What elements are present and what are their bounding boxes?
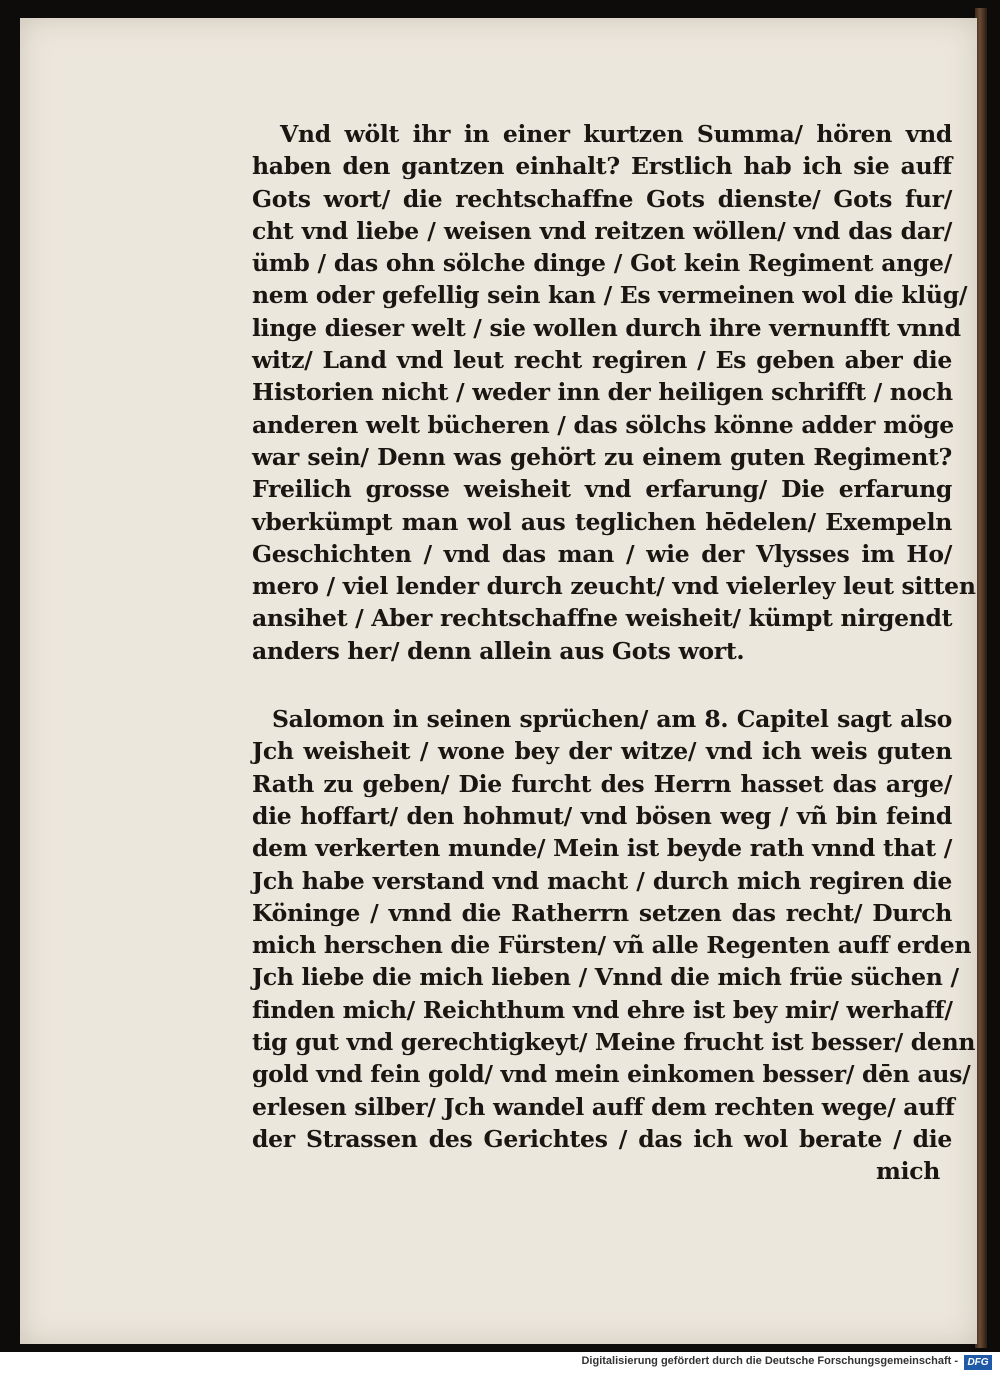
text-line: Gots wort/ die rechtschaffne Gots dienste/ Gots fur/ [252, 184, 952, 213]
text-line: vberkümpt man wol aus teglichen hēdelen/ Exempeln [252, 507, 952, 536]
text-line: dem verkerten munde/ Mein ist beyde rath vnnd that / [252, 834, 952, 863]
text-line: war sein/ Denn was gehört zu einem guten Regiment? [252, 442, 952, 471]
text-line: Jch habe verstand vnd macht / durch mich regiren die [252, 866, 952, 895]
catchword: mich [876, 1157, 940, 1186]
text-line: haben den gantzen einhalt? Erstlich hab ich sie auff [252, 152, 952, 181]
text-line: gold vnd fein gold/ vnd mein einkomen besser/ dēn aus/ [252, 1060, 971, 1089]
text-line: nem oder gefellig sein kan / Es vermeinen wol die klüg/ [252, 281, 968, 310]
text-line: ansihet / Aber rechtschaffne weisheit/ kümpt nirgendt [252, 604, 953, 633]
text-line: anders her/ denn allein aus Gots wort. [252, 636, 745, 665]
text-line: witz/ Land vnd leut recht regiren / Es geben aber die [252, 346, 952, 375]
text-line: Historien nicht / weder inn der heiligen schrifft / noch [252, 378, 953, 407]
text-line: Freilich grosse weisheit vnd erfarung/ Die erfarung [252, 475, 952, 504]
text-line: mero / viel lender durch zeucht/ vnd vielerley leut sitten [252, 572, 976, 601]
text-line: der Strassen des Gerichtes / das ich wol berate / die [252, 1124, 952, 1153]
text-line: Rath zu geben/ Die furcht des Herrn hasset das arge/ [252, 769, 952, 798]
text-line: finden mich/ Reichthum vnd ehre ist bey mir/ werhaff/ [252, 995, 953, 1024]
paragraph-2 [252, 703, 976, 1155]
text-line: tig gut vnd gerechtigkeyt/ Meine frucht ist besser/ denn [252, 1028, 976, 1057]
dfg-logo: DFG [964, 1355, 992, 1370]
text-block [252, 118, 976, 1187]
text-line: anderen welt bücheren / das sölchs könne adder möge [252, 410, 954, 439]
text-line: erlesen silber/ Jch wandel auff dem rechten wege/ auff [252, 1092, 955, 1121]
text-line: ümb / das ohn sölche dinge / Got kein Regiment ange/ [252, 249, 952, 278]
scanned-page [20, 18, 977, 1344]
text-line: linge dieser welt / sie wollen durch ihre vernunfft vnnd [252, 313, 961, 342]
text-line: Jch weisheit / wone bey der witze/ vnd ich weis guten [252, 737, 952, 766]
text-line: Jch liebe die mich lieben / Vnnd die mich früe süchen / [252, 963, 959, 992]
text-line: Köninge / vnnd die Ratherrn setzen das recht/ Durch [252, 898, 952, 927]
text-line: Salomon in seinen sprüchen/ am 8. Capitel sagt also [272, 705, 952, 734]
funding-notice: Digitalisierung gefördert durch die Deutsche Forschungsgemeinschaft - [581, 1355, 958, 1367]
text-line: mich herschen die Fürsten/ vñ alle Regenten auff erden [252, 931, 972, 960]
text-line: die hoffart/ den hohmut/ vnd bösen weg / vñ bin feind [252, 801, 952, 830]
footer-bar [0, 1352, 1000, 1374]
text-line: Geschichten / vnd das man / wie der Vlysses im Ho/ [252, 539, 952, 568]
text-line: cht vnd liebe / weisen vnd reitzen wöllen/ vnd das dar/ [252, 216, 952, 245]
paragraph-1 [252, 118, 976, 667]
text-line: Vnd wölt ihr in einer kurtzen Summa/ hören vnd [280, 120, 952, 148]
